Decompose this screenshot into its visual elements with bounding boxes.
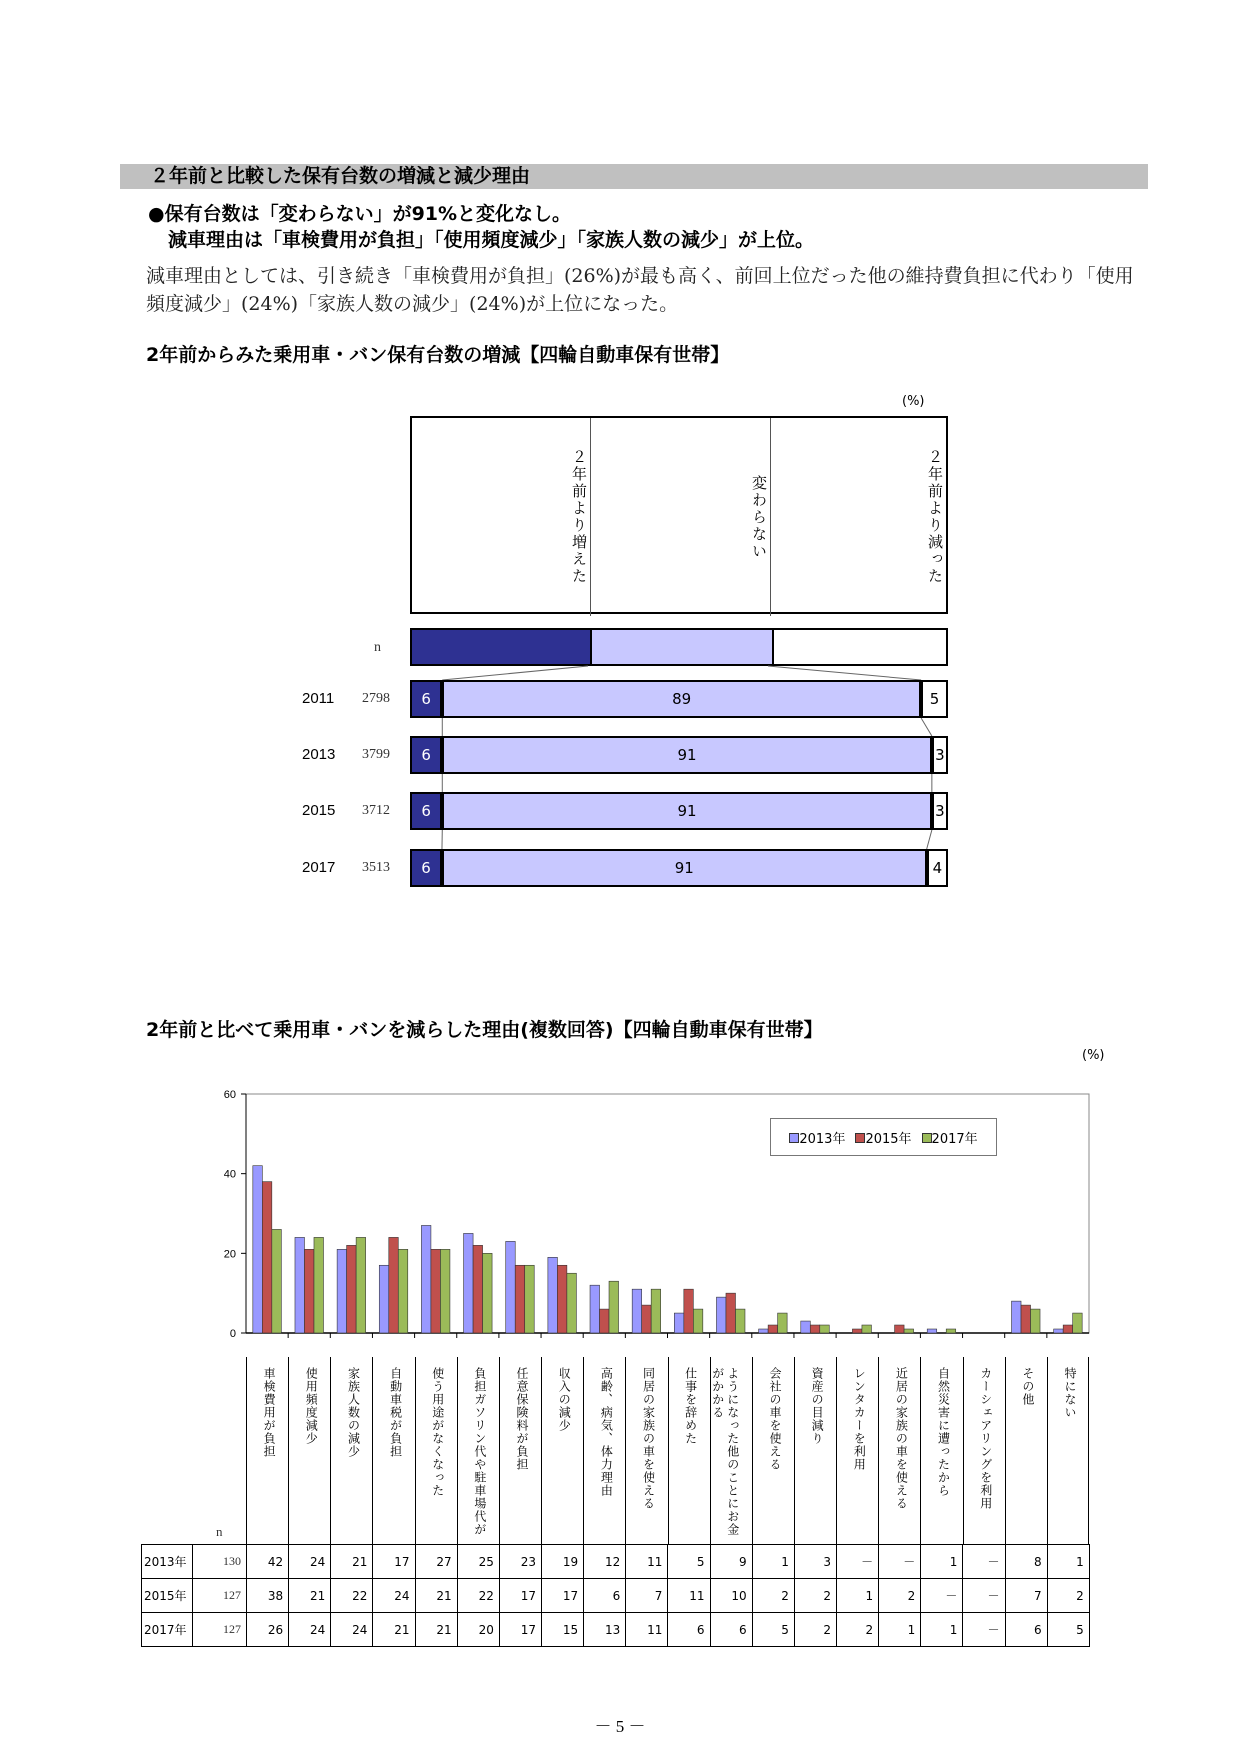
category-column bbox=[246, 1357, 288, 1544]
table-cell: 21 bbox=[373, 1613, 415, 1647]
summary-body: 減車理由としては、引き続き「車検費用が負担」(26%)が最も高く、前回上位だった他の維持費負担に代わり「使用頻度減少」(24%)「家族人数の減少」(24%)が上位になった。 bbox=[146, 265, 1134, 315]
bar-segment-decreased: 3 bbox=[932, 792, 948, 830]
y-tick-label: 60 bbox=[223, 1089, 236, 1101]
bar-2015年 bbox=[642, 1305, 652, 1333]
chart1-n-value: 3799 bbox=[362, 747, 390, 762]
table-cell: 23 bbox=[499, 1545, 541, 1579]
table-cell: 21 bbox=[415, 1613, 457, 1647]
bar-2013年 bbox=[716, 1297, 726, 1333]
bar-segment-increased: 6 bbox=[410, 792, 442, 830]
summary-line-2: 減車理由は「車検費用が負担」「使用頻度減少」「家族人数の減少」が上位。 bbox=[168, 229, 815, 251]
category-column bbox=[415, 1357, 457, 1544]
table-cell: － bbox=[879, 1545, 921, 1579]
table-cell: 2 bbox=[879, 1579, 921, 1613]
bar-2017年 bbox=[1031, 1309, 1041, 1333]
chart1-title: 2年前からみた乗用車・バン保有台数の増減【四輪自動車保有世帯】 bbox=[146, 344, 730, 366]
category-column bbox=[288, 1357, 330, 1544]
table-cell: 21 bbox=[415, 1579, 457, 1613]
table-cell: 21 bbox=[331, 1545, 373, 1579]
category-label: その他 bbox=[1020, 1367, 1035, 1406]
bar-2017年 bbox=[356, 1237, 366, 1333]
table-cell: 6 bbox=[710, 1613, 752, 1647]
table-cell: 2 bbox=[752, 1579, 794, 1613]
category-column bbox=[752, 1357, 794, 1544]
table-cell: － bbox=[836, 1545, 878, 1579]
bar-2013年 bbox=[295, 1237, 305, 1333]
chart1-unit: (%) bbox=[902, 394, 925, 409]
category-column bbox=[330, 1357, 372, 1544]
bar-2015年 bbox=[262, 1182, 272, 1333]
table-cell: － bbox=[963, 1545, 1005, 1579]
bar-2013年 bbox=[421, 1225, 431, 1333]
table-cell: 7 bbox=[1005, 1579, 1047, 1613]
chart1-n-value: 3712 bbox=[362, 803, 390, 818]
bar-segment-unchanged: 91 bbox=[442, 736, 932, 774]
table-cell: 19 bbox=[541, 1545, 583, 1579]
bar-2015年 bbox=[600, 1309, 610, 1333]
chart2-n-label: n bbox=[216, 1524, 223, 1539]
bar-segment-decreased: 3 bbox=[932, 736, 948, 774]
bar-segment-unchanged: 91 bbox=[442, 849, 927, 887]
category-column bbox=[372, 1357, 414, 1544]
bar-2017年 bbox=[567, 1273, 577, 1333]
category-label: 同居の家族の車を使える bbox=[641, 1367, 656, 1510]
chart1-n-value: 2798 bbox=[362, 691, 390, 706]
table-cell: 9 bbox=[710, 1545, 752, 1579]
category-column bbox=[963, 1357, 1005, 1544]
header-decreased: ２年前より減った bbox=[926, 449, 944, 585]
bar-2017年 bbox=[525, 1265, 535, 1333]
table-cell: 1 bbox=[879, 1613, 921, 1647]
bar-2013年 bbox=[927, 1329, 937, 1333]
chart2-unit: (%) bbox=[1082, 1048, 1105, 1063]
category-column bbox=[920, 1357, 962, 1544]
page-number: － 5 － bbox=[594, 1717, 646, 1736]
category-column bbox=[794, 1357, 836, 1544]
bar-2013年 bbox=[337, 1249, 347, 1333]
bar-2017年 bbox=[1073, 1313, 1083, 1333]
bar-segment-increased: 6 bbox=[410, 849, 442, 887]
category-column bbox=[457, 1357, 499, 1544]
chart1-year-label: 2011 bbox=[302, 690, 335, 707]
bar-2017年 bbox=[609, 1281, 619, 1333]
bar-2015年 bbox=[473, 1245, 483, 1333]
bar-2017年 bbox=[778, 1313, 788, 1333]
bar-2017年 bbox=[820, 1325, 830, 1333]
category-label: 収入の減少 bbox=[557, 1367, 572, 1432]
bar-2017年 bbox=[398, 1249, 408, 1333]
bar-2013年 bbox=[759, 1329, 769, 1333]
header-unchanged: 変わらない bbox=[590, 418, 771, 616]
table-cell: 1 bbox=[921, 1613, 963, 1647]
bar-2017年 bbox=[440, 1249, 450, 1333]
table-cell: 42 bbox=[247, 1545, 289, 1579]
legend-item-2017: 2017年 bbox=[922, 1128, 978, 1147]
table-cell: 2 bbox=[794, 1613, 836, 1647]
table-cell: 6 bbox=[668, 1613, 710, 1647]
table-cell: 7 bbox=[626, 1579, 668, 1613]
category-column bbox=[878, 1357, 920, 1544]
bar-2013年 bbox=[590, 1285, 600, 1333]
bar-2017年 bbox=[314, 1237, 324, 1333]
category-label: 車検費用が負担 bbox=[262, 1367, 277, 1458]
bar-2013年 bbox=[379, 1265, 389, 1333]
bar-segment-decreased: 5 bbox=[921, 680, 948, 718]
header-increased: ２年前より増えた bbox=[412, 418, 591, 616]
table-cell: 17 bbox=[541, 1579, 583, 1613]
table-cell: 17 bbox=[499, 1613, 541, 1647]
legend-item-2013: 2013年 bbox=[789, 1128, 845, 1147]
section-title: ２年前と比較した保有台数の増減と減少理由 bbox=[120, 164, 1148, 189]
bar-2017年 bbox=[651, 1289, 661, 1333]
table-cell: 2 bbox=[1047, 1579, 1089, 1613]
bar-2013年 bbox=[632, 1289, 642, 1333]
bar-2015年 bbox=[726, 1293, 736, 1333]
category-column bbox=[1005, 1357, 1047, 1544]
bar-2017年 bbox=[946, 1329, 956, 1333]
table-cell: 3 bbox=[794, 1545, 836, 1579]
table-cell: 22 bbox=[457, 1579, 499, 1613]
bar-2013年 bbox=[506, 1241, 515, 1333]
table-cell: 1 bbox=[836, 1579, 878, 1613]
table-cell: 38 bbox=[247, 1579, 289, 1613]
table-cell: 1 bbox=[1047, 1545, 1089, 1579]
table-cell: 25 bbox=[457, 1545, 499, 1579]
bar-2017年 bbox=[904, 1329, 914, 1333]
category-column bbox=[710, 1357, 752, 1544]
bar-2015年 bbox=[1021, 1305, 1031, 1333]
bar-2015年 bbox=[1063, 1325, 1073, 1333]
y-tick-label: 20 bbox=[223, 1248, 236, 1261]
table-cell: 8 bbox=[1005, 1545, 1047, 1579]
bar-2013年 bbox=[1054, 1329, 1064, 1333]
bar-segment-decreased: 4 bbox=[927, 849, 948, 887]
category-label: 家族人数の減少 bbox=[346, 1367, 361, 1458]
bar-2017年 bbox=[483, 1253, 493, 1333]
legend-item-2015: 2015年 bbox=[855, 1128, 911, 1147]
table-cell: 11 bbox=[668, 1579, 710, 1613]
bar-2015年 bbox=[389, 1237, 399, 1333]
table-cell: 24 bbox=[331, 1613, 373, 1647]
bar-2015年 bbox=[347, 1245, 357, 1333]
table-cell: － bbox=[921, 1579, 963, 1613]
category-label: カーシェアリングを利用 bbox=[978, 1367, 993, 1510]
bar-2013年 bbox=[464, 1233, 474, 1333]
category-label: 高齢、病気、体力理由 bbox=[599, 1367, 614, 1497]
table-cell: 20 bbox=[457, 1613, 499, 1647]
bar-2017年 bbox=[272, 1229, 282, 1333]
chart1-year-label: 2017 bbox=[302, 859, 336, 876]
table-cell: 11 bbox=[626, 1545, 668, 1579]
bar-segment-increased: 6 bbox=[410, 680, 442, 718]
category-label: 負担ガソリン代や駐車場代が bbox=[472, 1367, 487, 1536]
category-column bbox=[836, 1357, 878, 1544]
table-row bbox=[142, 1579, 1090, 1613]
table-cell: 5 bbox=[1047, 1613, 1089, 1647]
chart1-year-label: 2015 bbox=[302, 802, 336, 819]
category-label: レンタカーを利用 bbox=[852, 1367, 867, 1471]
category-column bbox=[499, 1357, 541, 1544]
chart1-year-label: 2013 bbox=[302, 746, 336, 763]
table-cell: 24 bbox=[373, 1579, 415, 1613]
chart2-legend bbox=[770, 1118, 997, 1156]
bar-2017年 bbox=[735, 1309, 745, 1333]
category-label: 近居の家族の車を使える bbox=[894, 1367, 909, 1510]
category-column bbox=[1047, 1357, 1089, 1544]
bar-2015年 bbox=[684, 1289, 694, 1333]
bar-2017年 bbox=[862, 1325, 872, 1333]
category-column bbox=[541, 1357, 583, 1544]
chart1-n-label: n bbox=[374, 640, 381, 655]
category-label: 資産の目減り bbox=[810, 1367, 825, 1445]
table-cell: 10 bbox=[710, 1579, 752, 1613]
table-row bbox=[142, 1545, 1090, 1579]
category-column bbox=[668, 1357, 710, 1544]
table-cell: 15 bbox=[541, 1613, 583, 1647]
category-label: 仕事を辞めた bbox=[683, 1367, 698, 1445]
category-label: 会社の車を使える bbox=[767, 1367, 782, 1471]
bar-2015年 bbox=[768, 1325, 778, 1333]
table-cell: － bbox=[963, 1613, 1005, 1647]
table-cell: 22 bbox=[331, 1579, 373, 1613]
bar-segment-increased: 6 bbox=[410, 736, 442, 774]
row-year: 2013年 bbox=[142, 1545, 193, 1579]
y-tick-label: 0 bbox=[229, 1328, 236, 1340]
bar-2015年 bbox=[852, 1329, 862, 1333]
bar-2015年 bbox=[304, 1249, 314, 1333]
row-n: 127 bbox=[193, 1613, 247, 1647]
summary-line-1: ●保有台数は「変わらない」が91%と変化なし。 bbox=[148, 203, 572, 225]
bar-2013年 bbox=[674, 1313, 684, 1333]
bar-segment-unchanged: 91 bbox=[442, 792, 932, 830]
category-label: 使用頻度減少 bbox=[304, 1367, 319, 1445]
bar-2015年 bbox=[515, 1265, 525, 1333]
row-n: 127 bbox=[193, 1579, 247, 1613]
table-cell: 1 bbox=[921, 1545, 963, 1579]
table-cell: 13 bbox=[584, 1613, 626, 1647]
table-cell: 6 bbox=[584, 1579, 626, 1613]
chart2-data-table bbox=[141, 1544, 1090, 1647]
table-cell: 1 bbox=[752, 1545, 794, 1579]
table-cell: 17 bbox=[373, 1545, 415, 1579]
table-cell: 24 bbox=[289, 1613, 331, 1647]
row-year: 2017年 bbox=[142, 1613, 193, 1647]
table-cell: － bbox=[963, 1579, 1005, 1613]
category-label: 自然災害に遭ったから bbox=[936, 1367, 951, 1497]
table-cell: 17 bbox=[499, 1579, 541, 1613]
bar-2015年 bbox=[557, 1265, 567, 1333]
table-cell: 12 bbox=[584, 1545, 626, 1579]
table-cell: 2 bbox=[836, 1613, 878, 1647]
category-label: 特にない bbox=[1062, 1367, 1077, 1419]
table-row bbox=[142, 1613, 1090, 1647]
bar-2015年 bbox=[431, 1249, 441, 1333]
bar-2013年 bbox=[253, 1166, 263, 1333]
table-cell: 5 bbox=[668, 1545, 710, 1579]
table-cell: 5 bbox=[752, 1613, 794, 1647]
table-cell: 24 bbox=[289, 1545, 331, 1579]
bar-2013年 bbox=[1012, 1301, 1022, 1333]
bar-2013年 bbox=[801, 1321, 811, 1333]
category-column bbox=[625, 1357, 667, 1544]
table-cell: 2 bbox=[794, 1579, 836, 1613]
y-tick-label: 40 bbox=[223, 1168, 236, 1181]
chart2-title: 2年前と比べて乗用車・バンを減らした理由(複数回答)【四輪自動車保有世帯】 bbox=[146, 1019, 823, 1041]
table-cell: 21 bbox=[289, 1579, 331, 1613]
table-cell: 6 bbox=[1005, 1613, 1047, 1647]
bar-2013年 bbox=[548, 1257, 558, 1333]
category-column bbox=[583, 1357, 625, 1544]
bar-segment-unchanged: 89 bbox=[442, 680, 921, 718]
bar-2015年 bbox=[810, 1325, 820, 1333]
category-label: 自動車税が負担 bbox=[388, 1367, 403, 1458]
bar-2015年 bbox=[895, 1325, 905, 1333]
bar-2017年 bbox=[693, 1309, 703, 1333]
chart1-n-value: 3513 bbox=[362, 860, 390, 875]
row-year: 2015年 bbox=[142, 1579, 193, 1613]
category-label: 任意保険料が負担 bbox=[515, 1367, 530, 1471]
row-n: 130 bbox=[193, 1545, 247, 1579]
category-label: ようになった他のことにお金がかかる bbox=[710, 1367, 740, 1536]
category-label: 使う用途がなくなった bbox=[430, 1367, 445, 1497]
table-cell: 27 bbox=[415, 1545, 457, 1579]
table-cell: 11 bbox=[626, 1613, 668, 1647]
table-cell: 26 bbox=[247, 1613, 289, 1647]
